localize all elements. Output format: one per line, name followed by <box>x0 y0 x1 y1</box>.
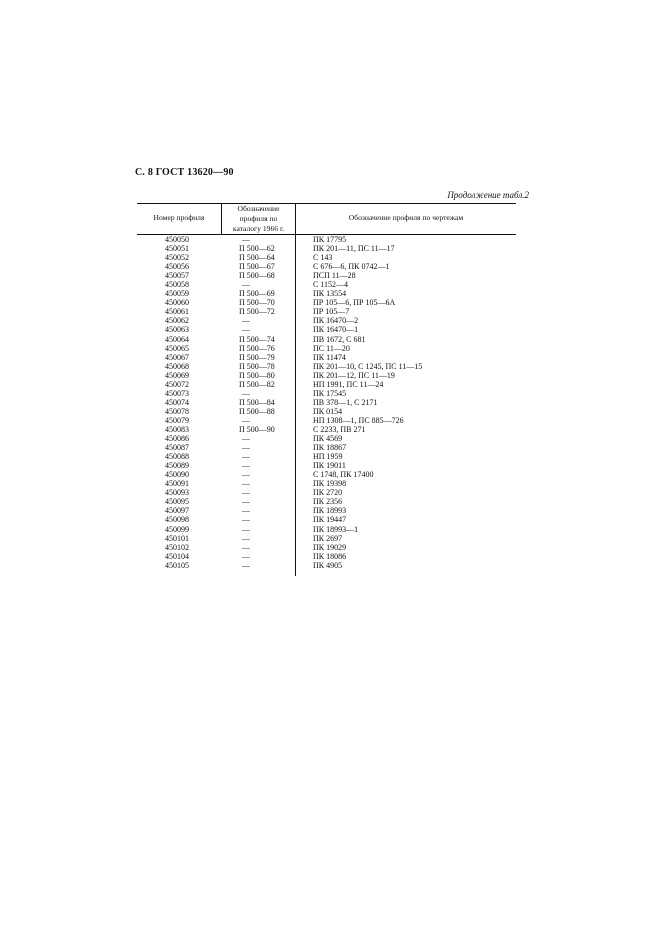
catalog-designation-cell: П 500—76 <box>239 343 275 353</box>
drawing-designation-cell: С 143 <box>313 253 333 263</box>
table-row <box>137 488 516 497</box>
drawing-designation-cell: ПК 0154 <box>313 406 343 416</box>
profile-number-cell: 450050 <box>165 235 189 244</box>
profile-number-cell: 450056 <box>165 262 189 272</box>
catalog-designation-cell: П 500—69 <box>239 289 275 299</box>
drawing-designation-cell: ПР 105—6, ПР 105—6А <box>313 298 396 308</box>
drawing-designation-cell: ПК 2356 <box>313 497 343 507</box>
catalog-designation-cell: П 500—72 <box>239 307 275 317</box>
profile-number-cell: 450068 <box>165 361 189 371</box>
catalog-designation-cell: — <box>242 415 250 425</box>
table-row <box>137 506 516 515</box>
page-header: С. 8 ГОСТ 13620—90 <box>135 167 234 178</box>
catalog-designation-cell: П 500—62 <box>239 244 275 254</box>
catalog-designation-cell: П 500—64 <box>239 253 275 263</box>
profile-number-cell: 450093 <box>165 488 189 498</box>
profile-number-cell: 450057 <box>165 271 189 281</box>
catalog-designation-cell: П 500—84 <box>239 397 275 407</box>
drawing-designation-cell: ПК 201—11, ПС 11—17 <box>313 244 395 254</box>
catalog-designation-cell: — <box>242 533 250 543</box>
catalog-designation-cell: — <box>242 542 250 552</box>
table-row <box>137 307 516 316</box>
catalog-designation-cell: — <box>242 560 250 570</box>
profile-number-cell: 450079 <box>165 415 189 425</box>
drawing-designation-cell: С 1748, ПК 17400 <box>313 470 374 480</box>
profile-number-cell: 450086 <box>165 434 189 444</box>
table-row <box>137 280 516 289</box>
catalog-designation-cell: П 500—68 <box>239 271 275 281</box>
drawing-designation-cell: ПВ 1672, С 681 <box>313 334 366 344</box>
profile-number-cell: 450061 <box>165 307 189 317</box>
catalog-designation-cell: — <box>242 506 250 516</box>
catalog-designation-cell: — <box>242 524 250 534</box>
catalog-designation-cell: П 500—82 <box>239 379 275 389</box>
table-row <box>137 353 516 362</box>
drawing-designation-cell: ПК 18993—1 <box>313 524 359 534</box>
table-row <box>137 371 516 380</box>
drawing-designation-cell: ПК 2720 <box>313 488 343 498</box>
drawing-designation-cell: ПСП 11—28 <box>313 271 356 281</box>
drawing-designation-cell: ПК 17545 <box>313 388 347 398</box>
drawing-designation-cell: ПК 4569 <box>313 434 343 444</box>
catalog-designation-cell: П 500—80 <box>239 370 275 380</box>
catalog-designation-cell: — <box>242 497 250 507</box>
profile-number-cell: 450069 <box>165 370 189 380</box>
profile-number-cell: 450072 <box>165 379 189 389</box>
profile-number-cell: 450074 <box>165 397 189 407</box>
drawing-designation-cell: ПК 19447 <box>313 515 347 525</box>
table-row <box>137 479 516 488</box>
table-row <box>137 253 516 262</box>
header-drawing-designation: Обозначение профиля по чертежам <box>348 213 464 222</box>
profile-number-cell: 450064 <box>165 334 189 344</box>
table-row <box>137 235 516 244</box>
drawing-designation-cell: ПВ 378—1, С 2171 <box>313 397 378 407</box>
catalog-designation-cell: — <box>242 470 250 480</box>
catalog-designation-cell: — <box>242 434 250 444</box>
header-catalog-designation <box>222 204 295 234</box>
drawing-designation-cell: ПК 18993 <box>313 506 347 516</box>
table-row <box>137 407 516 416</box>
table-row <box>137 443 516 452</box>
profile-number-cell: 450058 <box>165 280 189 290</box>
drawing-designation-cell: ПК 19029 <box>313 542 347 552</box>
profile-number-cell: 450088 <box>165 452 189 462</box>
profile-number-cell: 450059 <box>165 289 189 299</box>
catalog-designation-cell: П 500—88 <box>239 406 275 416</box>
catalog-designation-cell: — <box>242 280 250 290</box>
profile-number-cell: 450052 <box>165 253 189 263</box>
profile-number-cell: 450091 <box>165 479 189 489</box>
drawing-designation-cell: ПС 11—20 <box>313 343 350 353</box>
drawing-designation-cell: ПК 17795 <box>313 235 347 244</box>
table-row <box>137 561 516 570</box>
profile-number-cell: 450104 <box>165 551 189 561</box>
profile-number-cell: 450067 <box>165 352 189 362</box>
profile-number-cell: 450095 <box>165 497 189 507</box>
catalog-designation-cell: — <box>242 461 250 471</box>
header-catalog-line1: Обозначение <box>237 204 280 213</box>
table-row <box>137 525 516 534</box>
profile-number-cell: 450090 <box>165 470 189 480</box>
drawing-designation-cell: ПК 201—12, ПС 11—19 <box>313 370 395 380</box>
table-row <box>137 335 516 344</box>
catalog-designation-cell: — <box>242 316 250 326</box>
profile-number-cell: 450073 <box>165 388 189 398</box>
table-row <box>137 244 516 253</box>
table-row <box>137 497 516 506</box>
drawing-designation-cell: ПК 13554 <box>313 289 347 299</box>
drawing-designation-cell: НП 1308—1, ПС 885—726 <box>313 415 404 425</box>
profile-number-cell: 450051 <box>165 244 189 254</box>
profile-number-cell: 450098 <box>165 515 189 525</box>
table-row <box>137 416 516 425</box>
catalog-designation-cell: П 500—78 <box>239 361 275 371</box>
drawing-designation-cell: С 2233, ПВ 271 <box>313 424 366 434</box>
drawing-designation-cell: НП 1959 <box>313 452 343 462</box>
drawing-designation-cell: С 676—6, ПК 0742—1 <box>313 262 390 272</box>
table-row <box>137 316 516 325</box>
catalog-designation-cell: — <box>242 488 250 498</box>
catalog-designation-cell: — <box>242 235 250 244</box>
table-row <box>137 389 516 398</box>
profile-number-cell: 450060 <box>165 298 189 308</box>
drawing-designation-cell: ПК 2697 <box>313 533 343 543</box>
drawing-designation-cell: ПК 16470—2 <box>313 316 359 326</box>
profile-number-cell: 450063 <box>165 325 189 335</box>
profile-number-cell: 450105 <box>165 560 189 570</box>
profile-number-cell: 450101 <box>165 533 189 543</box>
drawing-designation-cell: ПК 19398 <box>313 479 347 489</box>
catalog-designation-cell: — <box>242 515 250 525</box>
profile-number-cell: 450089 <box>165 461 189 471</box>
table-row <box>137 262 516 271</box>
catalog-designation-cell: П 500—67 <box>239 262 275 272</box>
drawing-designation-cell: ПК 18867 <box>313 443 347 453</box>
drawing-designation-cell: ПК 201—10, С 1245, ПС 11—15 <box>313 361 423 371</box>
catalog-designation-cell: — <box>242 443 250 453</box>
table-row <box>137 425 516 434</box>
drawing-designation-cell: ПК 16470—1 <box>313 325 359 335</box>
header-catalog-line2: профиля по <box>239 214 278 223</box>
catalog-designation-cell: — <box>242 551 250 561</box>
table-row <box>137 380 516 389</box>
catalog-designation-cell: — <box>242 479 250 489</box>
table-row <box>137 298 516 307</box>
drawing-designation-cell: ПК 18086 <box>313 551 347 561</box>
drawing-designation-cell: ПР 105—7 <box>313 307 350 317</box>
table-row <box>137 325 516 334</box>
profile-number-cell: 450078 <box>165 406 189 416</box>
catalog-designation-cell: П 500—70 <box>239 298 275 308</box>
header-profile-number: Номер профиля <box>153 213 205 222</box>
header-catalog-line3: каталогу 1966 г. <box>232 224 285 233</box>
table-row <box>137 552 516 561</box>
drawing-designation-cell: ПК 11474 <box>313 352 346 362</box>
catalog-designation-cell: П 500—90 <box>239 424 275 434</box>
table-row <box>137 534 516 543</box>
table-row <box>137 434 516 443</box>
catalog-designation-cell: — <box>242 452 250 462</box>
table-row <box>137 470 516 479</box>
profile-number-cell: 450083 <box>165 424 189 434</box>
drawing-designation-cell: НП 1991, ПС 11—24 <box>313 379 384 389</box>
table-continuation-label: Продолжение табл.2 <box>447 190 529 200</box>
profile-number-cell: 450065 <box>165 343 189 353</box>
profile-number-cell: 450097 <box>165 506 189 516</box>
profile-number-cell: 450062 <box>165 316 189 326</box>
profile-number-cell: 450099 <box>165 524 189 534</box>
table-row <box>137 362 516 371</box>
table-row <box>137 543 516 552</box>
table-top-rule <box>137 203 516 204</box>
drawing-designation-cell: ПК 4905 <box>313 560 343 570</box>
table-row <box>137 398 516 407</box>
table-row <box>137 289 516 298</box>
table-row <box>137 271 516 280</box>
catalog-designation-cell: П 500—79 <box>239 352 275 362</box>
drawing-designation-cell: С 1152—4 <box>313 280 349 290</box>
catalog-designation-cell: — <box>242 325 250 335</box>
table-body <box>137 235 516 570</box>
table-row <box>137 344 516 353</box>
table-row <box>137 452 516 461</box>
profile-number-cell: 450087 <box>165 443 189 453</box>
table-row <box>137 515 516 524</box>
catalog-designation-cell: — <box>242 388 250 398</box>
profile-number-cell: 450102 <box>165 542 189 552</box>
catalog-designation-cell: П 500—74 <box>239 334 275 344</box>
drawing-designation-cell: ПК 19011 <box>313 461 346 471</box>
table-row <box>137 461 516 470</box>
